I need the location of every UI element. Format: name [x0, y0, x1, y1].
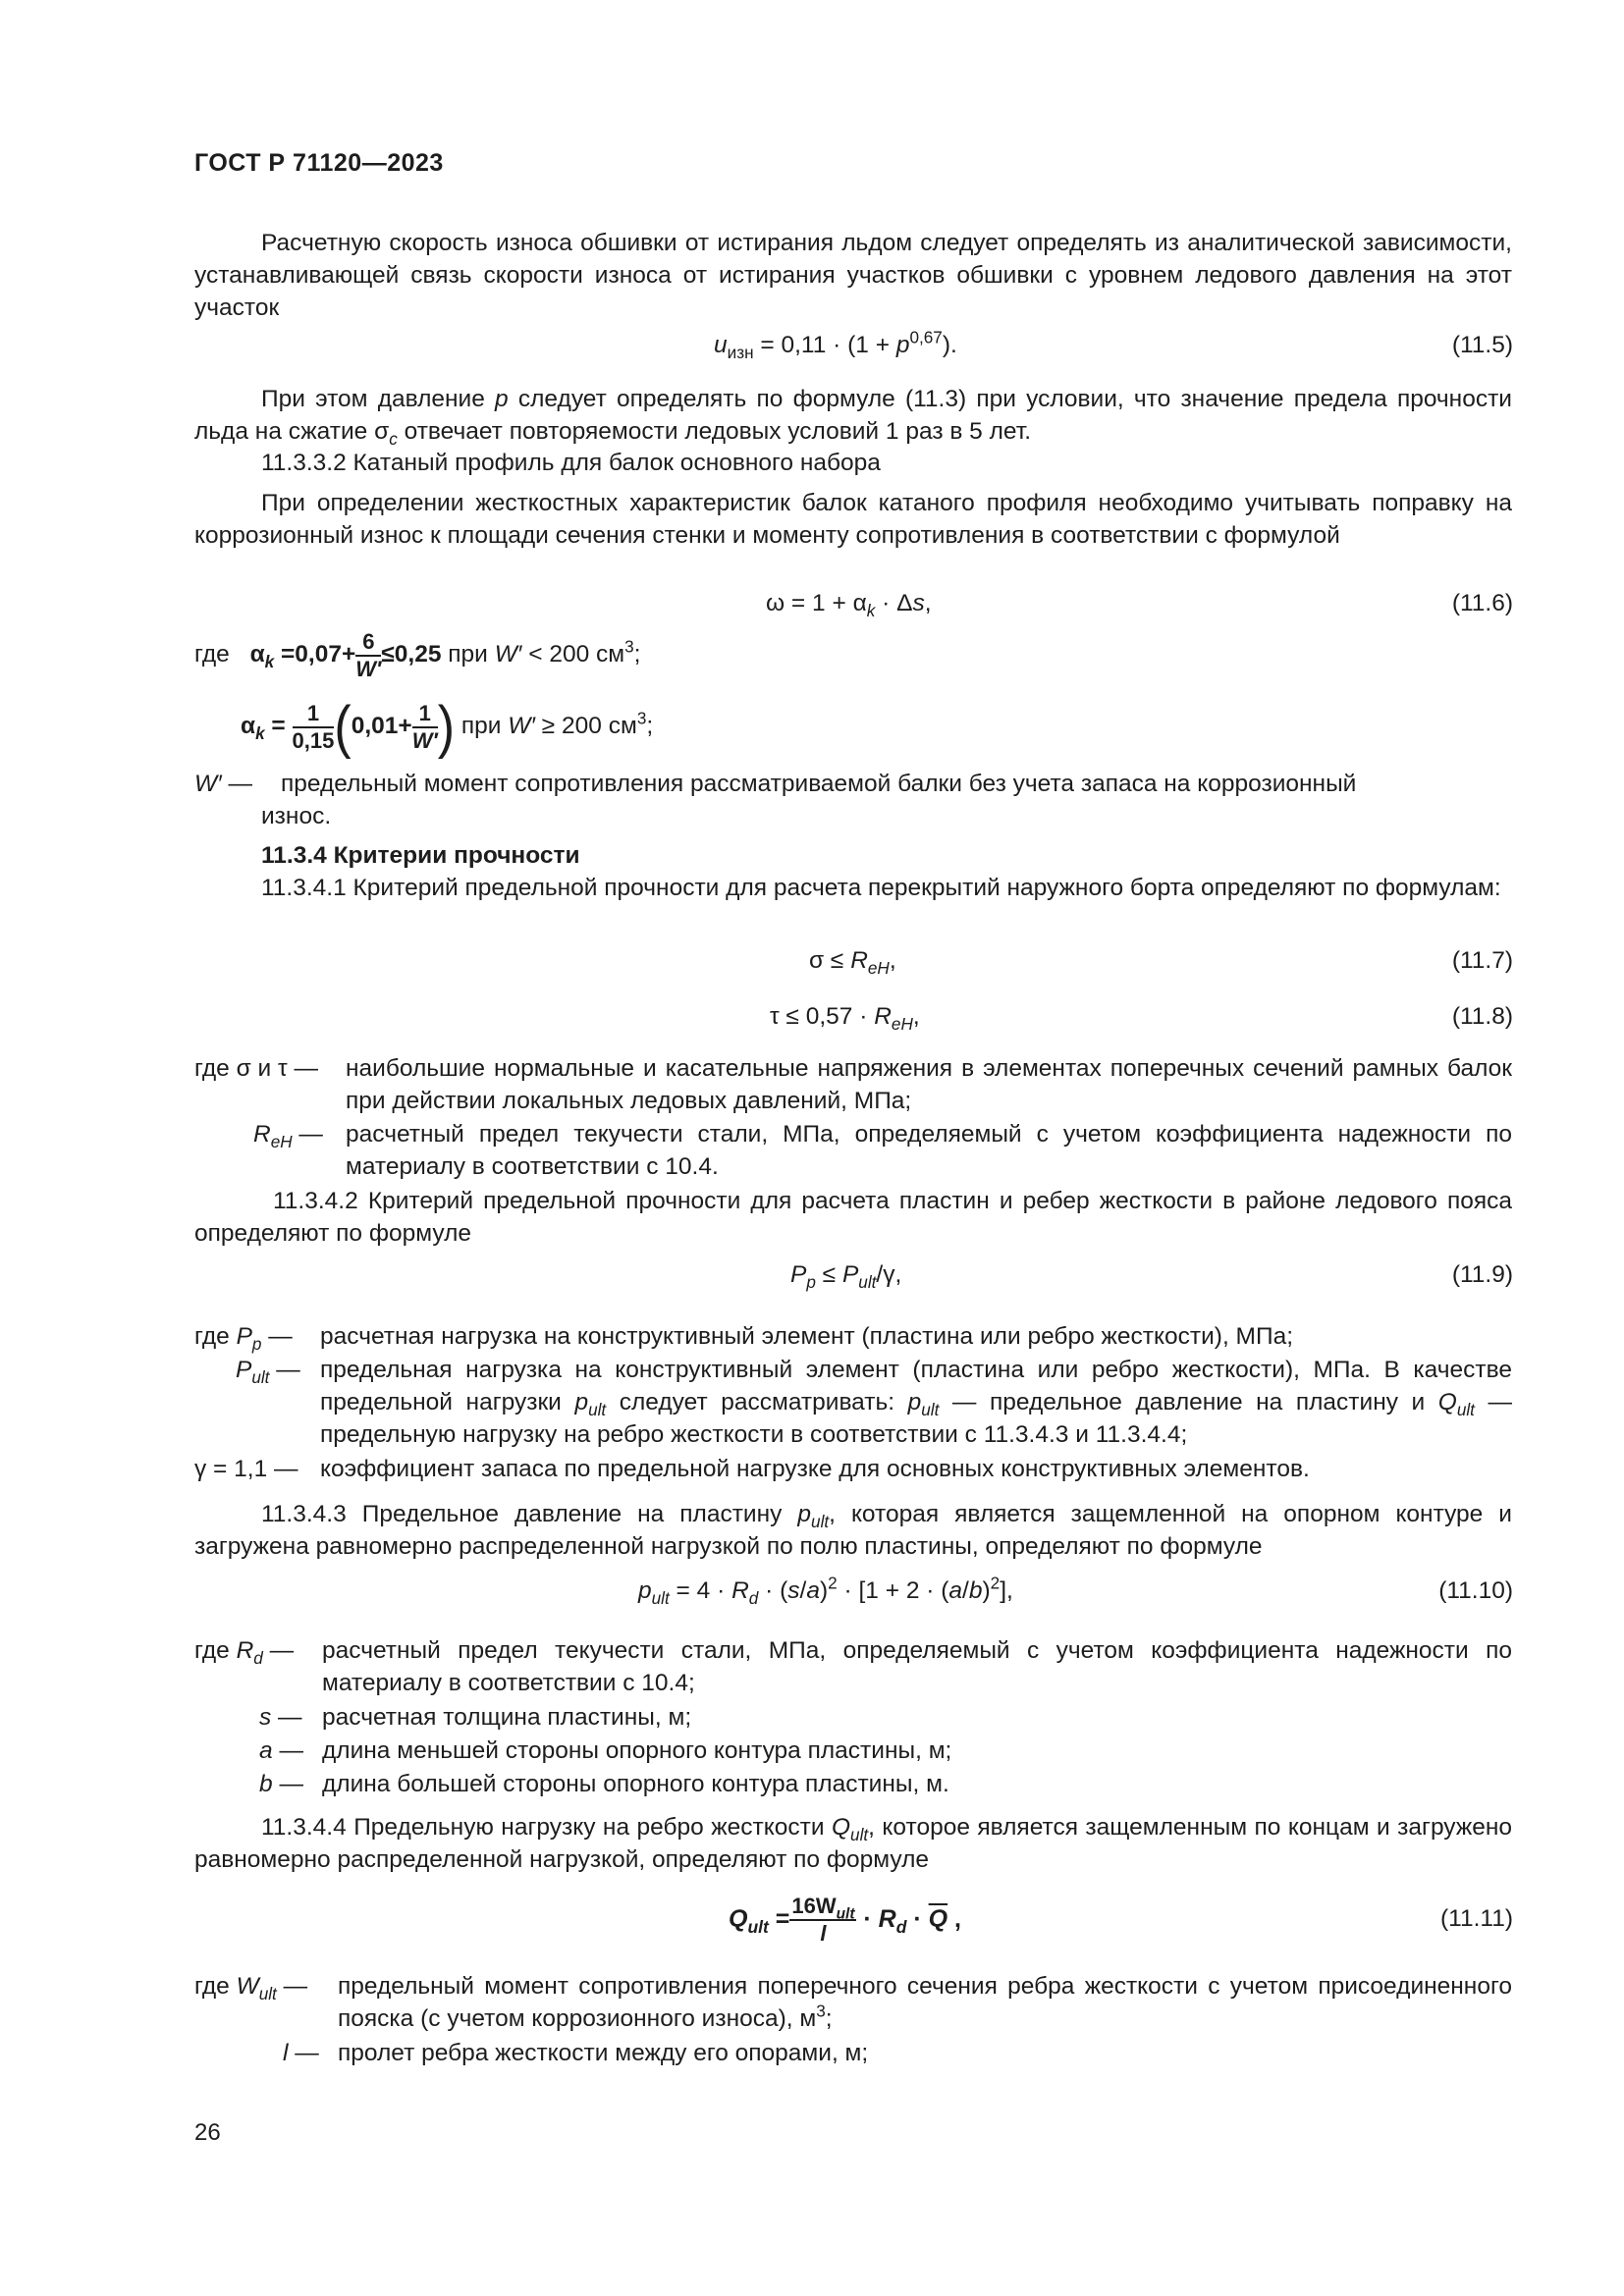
- definition-a: a — длина меньшей стороны опорного контура пластины, м;: [259, 1737, 952, 1764]
- formula-alpha-k-small: где $\alpha_k =0,07+$ $\frac{6}{W'}$ ≤0,25 при W′ < 200 $см^3$;: [194, 628, 641, 681]
- definition-pult: $P_{ult}$ — предельная нагрузка на конструктивный элемент (пластина или ребро жесткости), МПа. В качестве предельной нагрузки $p_{ult}$ следует рассматривать: $p_{ult}$ — предельное давление на пластину и $Q_{ult}$ — предельную нагрузку на ребро жесткости в соответствии с 11.3.4.3 и 11.3.4.4;: [236, 1357, 1513, 1448]
- equation-11-5: $u_{изн} = 0,11 \cdot (1 + p^{0,67})$.: [714, 327, 957, 362]
- definition-w-prime: W′ — предельный момент сопротивления рассматриваемой балки без учета запаса на коррозионный износ.: [194, 771, 1357, 829]
- equation-number-11-5: (11.5): [1451, 332, 1513, 358]
- equation-11-8: $\tau \le 0,57 \cdot R_{eH}$,: [770, 1003, 920, 1034]
- definition-l: l — пролет ребра жесткости между его опорами, м;: [283, 2040, 869, 2066]
- definition-rd: где $R_d$ — расчетный предел текучести стали, МПа, определяемый с учетом коэффициента надежности по материалу в соответствии с 10.4;: [194, 1637, 1512, 1696]
- equation-11-9: $P_p \le P_{ult}/\gamma$,: [790, 1261, 902, 1292]
- paragraph-pressure: При этом давление p следует определять по формуле (11.3) при условии, что значение предела прочности льда на сжатие $\sigma_c$ отвечает повторяемости ледовых условий 1 раз в 5 лет.: [194, 386, 1512, 449]
- equation-11-10: $p_{ult} = 4 \cdot R_d \cdot (s/a)^2 \cdot [1 + 2 \cdot (a/b)^2]$,: [638, 1573, 1013, 1608]
- definition-sigma-tau: где σ и τ — наибольшие нормальные и касательные напряжения в элементах поперечных сечений рамных балок при действии локальных ледовых давлений, МПа;: [194, 1055, 1512, 1114]
- equation-number-11-6: (11.6): [1451, 590, 1513, 616]
- equation-11-11: $Q_{ult}$ = $\frac{16W_{ult}}{l}$ · $R_d \cdot \overline{Q}$ ,: [729, 1894, 962, 1947]
- equation-11-6: $\omega = 1 + \alpha_k \cdot \Delta s$,: [766, 590, 932, 620]
- equation-number-11-9: (11.9): [1451, 1261, 1513, 1288]
- section-11-3-3-2: 11.3.3.2 Катаный профиль для балок основного набора: [261, 450, 881, 476]
- paragraph-11-3-4-3: 11.3.4.3 Предельное давление на пластину $p_{ult}$, которая является защемленной на опорном контуре и загружена равномерно распределенной нагрузкой по полю пластины, определяют по формуле: [194, 1501, 1512, 1560]
- definition-pp: где $P_p$ — расчетная нагрузка на конструктивный элемент (пластина или ребро жесткости), МПа;: [194, 1323, 1294, 1354]
- section-11-3-4-title: 11.3.4 Критерии прочности: [261, 842, 580, 869]
- equation-11-7: $\sigma \le R_{eH}$,: [809, 947, 896, 978]
- page-number: 26: [194, 2119, 221, 2146]
- definition-b: b — длина большей стороны опорного контура пластины, м.: [259, 1771, 949, 1797]
- document-header: ГОСТ Р 71120—2023: [194, 149, 444, 177]
- equation-number-11-8: (11.8): [1451, 1003, 1513, 1030]
- equation-number-11-10: (11.10): [1438, 1577, 1513, 1604]
- equation-number-11-11: (11.11): [1440, 1905, 1513, 1932]
- definition-s: s — расчетная толщина пластины, м;: [259, 1704, 692, 1731]
- paragraph-wear-rate: Расчетную скорость износа обшивки от истирания льдом следует определять из аналитической зависимости, устанавливающей связь скорости износа от истирания участков обшивки с уровнем ледового давления на этот участок: [194, 230, 1512, 321]
- paragraph-rolled-profile: При определении жесткостных характеристик балок катаного профиля необходимо учитывать поправку на коррозионный износ к площади сечения стенки и моменту сопротивления в соответствии с формулой: [194, 490, 1512, 549]
- definition-gamma: γ = 1,1 — коэффициент запаса по предельной нагрузке для основных конструктивных элементов.: [194, 1456, 1310, 1482]
- paragraph-11-3-4-4: 11.3.4.4 Предельную нагрузку на ребро жесткости $Q_{ult}$, которое является защемленным по концам и загружено равномерно распределенной нагрузкой, определяют по формуле: [194, 1814, 1512, 1873]
- formula-alpha-k-large: $\alpha_k$ = $\frac{1}{0,15}$ (0,01+ $\frac{1}{W'}$ ) при W′ ≥ 200 $см^3$;: [241, 694, 654, 760]
- paragraph-11-3-4-2: 11.3.4.2 Критерий предельной прочности для расчета пластин и ребер жесткости в районе ледового пояса определяют по формуле: [194, 1188, 1512, 1247]
- paragraph-11-3-4-1: 11.3.4.1 Критерий предельной прочности для расчета перекрытий наружного борта определяют по формулам:: [261, 875, 1501, 901]
- definition-reh: $R_{eH}$ — расчетный предел текучести стали, МПа, определяемый с учетом коэффициента надежности по материалу в соответствии с 10.4.: [253, 1121, 1512, 1180]
- equation-number-11-7: (11.7): [1451, 947, 1513, 974]
- definition-wult: где $W_{ult}$ — предельный момент сопротивления поперечного сечения ребра жесткости с учетом присоединенного пояска (с учетом коррозионного износа), $м^3$;: [194, 1973, 1512, 2032]
